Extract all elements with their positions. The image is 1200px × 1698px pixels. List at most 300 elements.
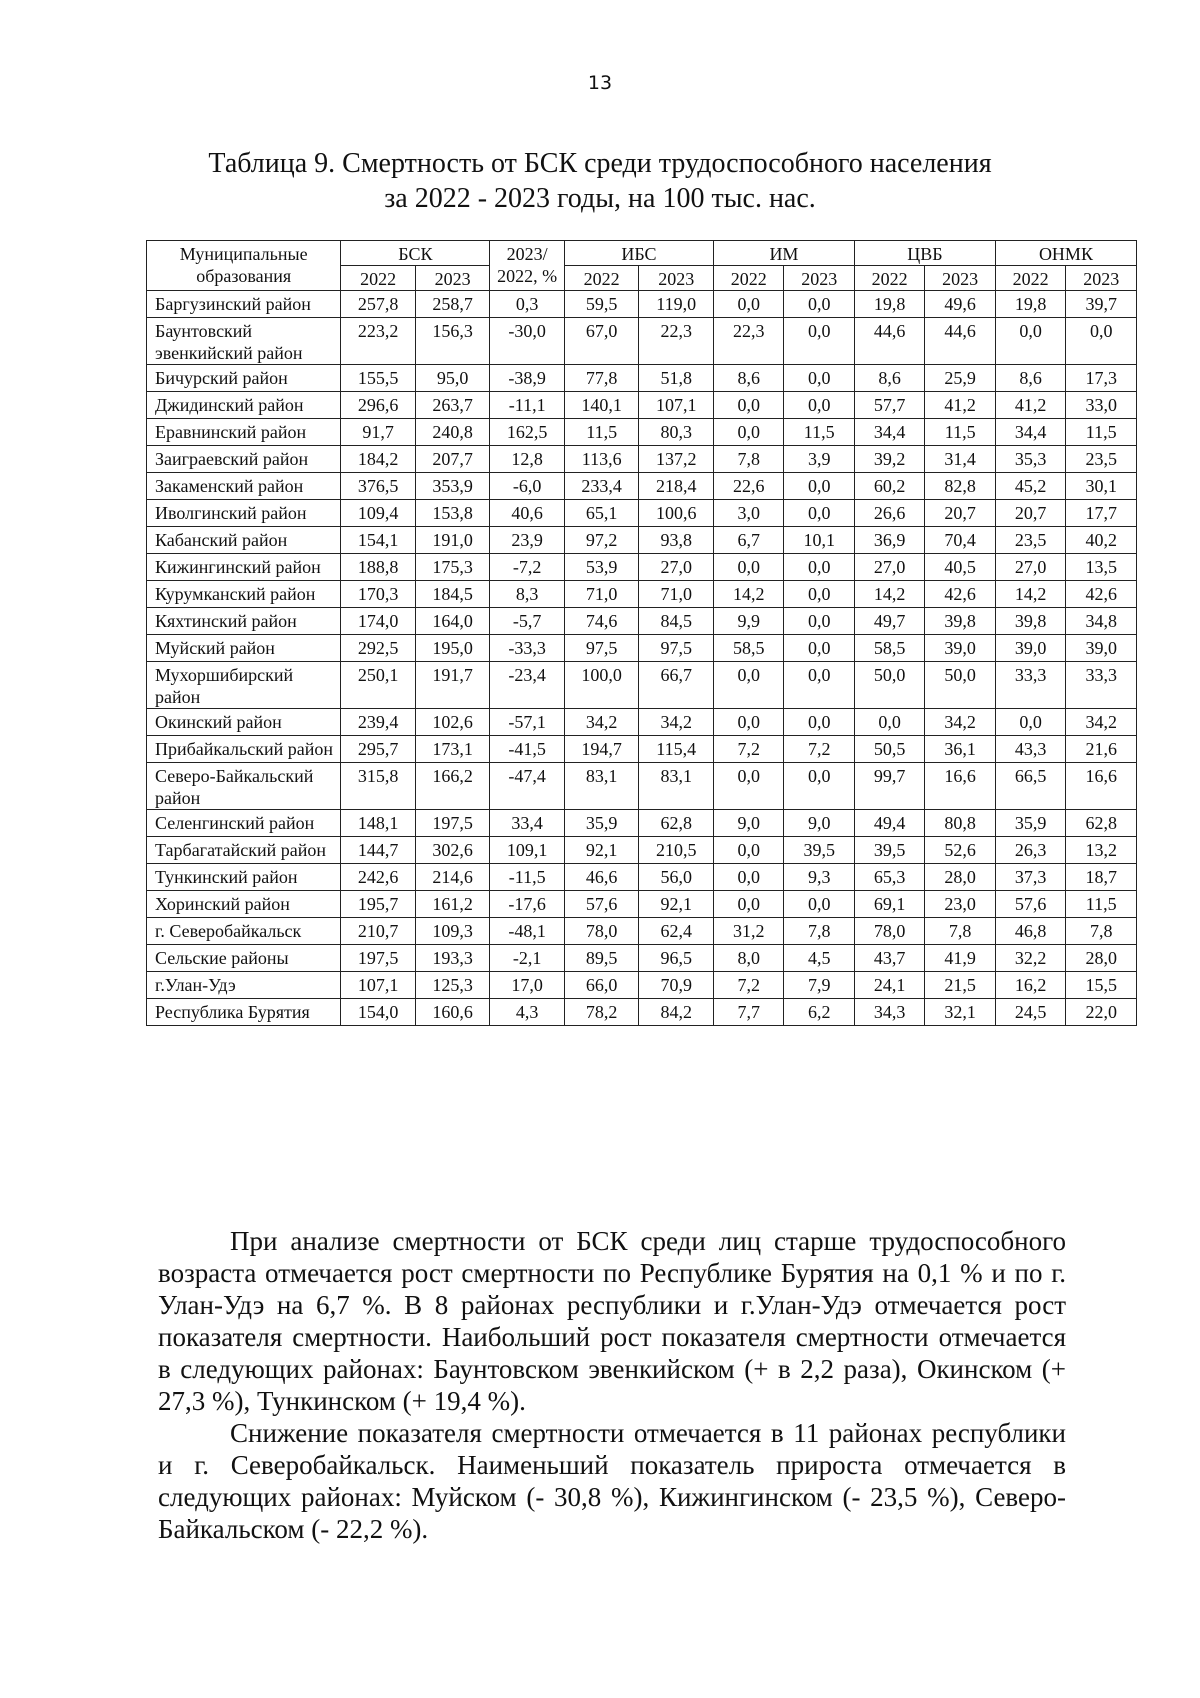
table-cell: 376,5	[341, 473, 416, 500]
table-cell: 39,2	[854, 446, 924, 473]
table-cell: 109,3	[415, 918, 490, 945]
header-year: 2023	[415, 266, 490, 291]
row-name-cell: Заиграевский район	[147, 446, 341, 473]
table-cell: 23,5	[1066, 446, 1137, 473]
table-cell: 49,7	[854, 608, 924, 635]
table-cell: 25,9	[925, 365, 995, 392]
table-cell: 52,6	[925, 837, 995, 864]
table-row	[147, 891, 1137, 918]
row-name-cell: Муйский район	[147, 635, 341, 662]
table-cell: 16,2	[995, 972, 1065, 999]
table-cell: 24,1	[854, 972, 924, 999]
table-cell: 11,5	[1066, 419, 1137, 446]
table-cell: 153,8	[415, 500, 490, 527]
table-row	[147, 635, 1137, 662]
table-cell: 21,6	[1066, 736, 1137, 763]
paragraph: Снижение показателя смертности отмечается в 11 районах республики и г. Северобайкальск. Наименьший показатель прироста отмечается в следующих районах: Муйском (- 30,8 %), Кижингинском (- 23,5 %), Северо-Байкальском (- 22,2 %).	[158, 1418, 1066, 1544]
table-cell: 170,3	[341, 581, 416, 608]
table-cell: 353,9	[415, 473, 490, 500]
table-cell: 43,3	[995, 736, 1065, 763]
table-cell: 100,6	[639, 500, 714, 527]
row-name-cell: Кяхтинский район	[147, 608, 341, 635]
table-cell: 7,7	[713, 999, 783, 1026]
table-cell: 0,0	[713, 891, 783, 918]
table-cell: 62,4	[639, 918, 714, 945]
table-header-row-groups	[147, 241, 1137, 266]
table-cell: -2,1	[490, 945, 565, 972]
table-cell: 0,0	[713, 291, 783, 318]
header-group-cvb: ЦВБ	[854, 241, 995, 266]
table-cell: 164,0	[415, 608, 490, 635]
table-row	[147, 999, 1137, 1026]
row-name-cell: Курумканский район	[147, 581, 341, 608]
table-cell: 34,8	[1066, 608, 1137, 635]
table-cell: 35,9	[564, 810, 639, 837]
table-cell: 91,7	[341, 419, 416, 446]
table-cell: 257,8	[341, 291, 416, 318]
table-cell: 31,4	[925, 446, 995, 473]
table-row	[147, 945, 1137, 972]
table-cell: 100,0	[564, 662, 639, 709]
table-cell: 0,3	[490, 291, 565, 318]
table-cell: -5,7	[490, 608, 565, 635]
table-cell: 193,3	[415, 945, 490, 972]
table-cell: 83,1	[564, 763, 639, 810]
table-cell: 59,5	[564, 291, 639, 318]
table-cell: 11,5	[564, 419, 639, 446]
row-name-cell: Еравнинский район	[147, 419, 341, 446]
table-cell: 258,7	[415, 291, 490, 318]
table-cell: -41,5	[490, 736, 565, 763]
table-cell: 302,6	[415, 837, 490, 864]
table-row	[147, 736, 1137, 763]
table-cell: 50,5	[854, 736, 924, 763]
table-cell: 109,1	[490, 837, 565, 864]
table-cell: 39,0	[995, 635, 1065, 662]
table-cell: 37,3	[995, 864, 1065, 891]
table-cell: 97,5	[564, 635, 639, 662]
table-cell: 41,2	[925, 392, 995, 419]
table-cell: 65,3	[854, 864, 924, 891]
table-cell: 173,1	[415, 736, 490, 763]
table-cell: 57,6	[564, 891, 639, 918]
table-cell: 27,0	[995, 554, 1065, 581]
table-cell: 9,3	[784, 864, 855, 891]
table-cell: 44,6	[854, 318, 924, 365]
table-row	[147, 392, 1137, 419]
table-cell: 39,5	[784, 837, 855, 864]
page-number: 13	[587, 72, 613, 94]
table-cell: 84,5	[639, 608, 714, 635]
table-cell: 39,0	[925, 635, 995, 662]
table-cell: 113,6	[564, 446, 639, 473]
header-year: 2023	[925, 266, 995, 291]
table-cell: 46,6	[564, 864, 639, 891]
row-name-cell: Закаменский район	[147, 473, 341, 500]
table-cell: 49,4	[854, 810, 924, 837]
table-cell: 34,3	[854, 999, 924, 1026]
table-cell: 0,0	[713, 419, 783, 446]
table-cell: 0,0	[713, 392, 783, 419]
table-cell: 78,0	[564, 918, 639, 945]
table-cell: 0,0	[995, 709, 1065, 736]
table-cell: 125,3	[415, 972, 490, 999]
table-cell: 23,0	[925, 891, 995, 918]
table-cell: 27,0	[854, 554, 924, 581]
table-cell: -23,4	[490, 662, 565, 709]
table-cell: 46,8	[995, 918, 1065, 945]
table-cell: 58,5	[713, 635, 783, 662]
table-row	[147, 864, 1137, 891]
table-cell: 160,6	[415, 999, 490, 1026]
table-cell: 0,0	[784, 662, 855, 709]
table-cell: -33,3	[490, 635, 565, 662]
table-cell: 28,0	[925, 864, 995, 891]
header-group-onmk: ОНМК	[995, 241, 1136, 266]
table-cell: 17,7	[1066, 500, 1137, 527]
table-cell: 39,7	[1066, 291, 1137, 318]
row-name-cell: Республика Бурятия	[147, 999, 341, 1026]
table-cell: 26,6	[854, 500, 924, 527]
row-name-cell: Тарбагатайский район	[147, 837, 341, 864]
table-cell: 184,2	[341, 446, 416, 473]
table-cell: -7,2	[490, 554, 565, 581]
table-cell: 35,3	[995, 446, 1065, 473]
table-cell: 70,4	[925, 527, 995, 554]
table-cell: 7,8	[1066, 918, 1137, 945]
row-name-cell: Селенгинский район	[147, 810, 341, 837]
table-cell: 34,4	[995, 419, 1065, 446]
table-cell: 33,0	[1066, 392, 1137, 419]
table-cell: 16,6	[1066, 763, 1137, 810]
table-cell: 20,7	[995, 500, 1065, 527]
table-cell: -11,5	[490, 864, 565, 891]
table-cell: 7,8	[784, 918, 855, 945]
table-cell: 23,5	[995, 527, 1065, 554]
table-cell: 60,2	[854, 473, 924, 500]
table-cell: 107,1	[341, 972, 416, 999]
table-cell: 137,2	[639, 446, 714, 473]
paragraph: При анализе смертности от БСК среди лиц старше трудоспособного возраста отмечается рост смертности по Республике Бурятия на 0,1 % и по г. Улан-Удэ на 6,7 %. В 8 районах республики и г.Улан-Удэ отмечается рост показателя смертности. Наибольший рост показателя смертности отмечается в следующих районах: Баунтовском эвенкийском (+ в 2,2 раза), Окинском (+ 27,3 %), Тункинском (+ 19,4 %).	[158, 1226, 1066, 1416]
table-cell: 14,2	[995, 581, 1065, 608]
table-cell: 0,0	[1066, 318, 1137, 365]
table-row	[147, 473, 1137, 500]
table-cell: 65,1	[564, 500, 639, 527]
table-cell: 197,5	[341, 945, 416, 972]
row-name-cell: Бичурский район	[147, 365, 341, 392]
table-cell: 210,7	[341, 918, 416, 945]
table-cell: 140,1	[564, 392, 639, 419]
table-cell: 32,1	[925, 999, 995, 1026]
table-cell: 35,9	[995, 810, 1065, 837]
table-cell: 62,8	[1066, 810, 1137, 837]
table-cell: 33,3	[995, 662, 1065, 709]
caption-line-2: за 2022 - 2023 годы, на 100 тыс. нас.	[384, 183, 816, 214]
table-cell: 69,1	[854, 891, 924, 918]
table-cell: 71,0	[639, 581, 714, 608]
table-cell: 34,4	[854, 419, 924, 446]
table-cell: 78,0	[854, 918, 924, 945]
table-cell: 315,8	[341, 763, 416, 810]
table-cell: 11,5	[784, 419, 855, 446]
table-cell: 7,8	[713, 446, 783, 473]
table-cell: 8,6	[854, 365, 924, 392]
table-cell: 18,7	[1066, 864, 1137, 891]
table-cell: 13,2	[1066, 837, 1137, 864]
table-cell: 0,0	[784, 763, 855, 810]
table-cell: 36,9	[854, 527, 924, 554]
table-cell: 0,0	[713, 763, 783, 810]
table-row	[147, 419, 1137, 446]
table-cell: 8,6	[995, 365, 1065, 392]
table-cell: 77,8	[564, 365, 639, 392]
table-cell: 218,4	[639, 473, 714, 500]
header-year: 2022	[995, 266, 1065, 291]
table-cell: 41,9	[925, 945, 995, 972]
table-row	[147, 527, 1137, 554]
header-year: 2022	[564, 266, 639, 291]
table-cell: 161,2	[415, 891, 490, 918]
table-cell: 34,2	[1066, 709, 1137, 736]
caption-line-1: Таблица 9. Смертность от БСК среди трудоспособного населения	[208, 148, 992, 179]
table-cell: -48,1	[490, 918, 565, 945]
table-cell: 34,2	[639, 709, 714, 736]
table-cell: 19,8	[854, 291, 924, 318]
table-cell: 0,0	[854, 709, 924, 736]
row-name-cell: Баунтовский эвенкийский район	[147, 318, 341, 365]
row-name-cell: Кижингинский район	[147, 554, 341, 581]
table-row	[147, 500, 1137, 527]
row-name-cell: Сельские районы	[147, 945, 341, 972]
table-cell: 80,3	[639, 419, 714, 446]
table-cell: 109,4	[341, 500, 416, 527]
table-caption	[0, 146, 1200, 216]
table-cell: 33,4	[490, 810, 565, 837]
table-cell: 56,0	[639, 864, 714, 891]
table-row	[147, 365, 1137, 392]
table-cell: 207,7	[415, 446, 490, 473]
table-cell: 0,0	[784, 365, 855, 392]
table-cell: 175,3	[415, 554, 490, 581]
table-cell: 3,0	[713, 500, 783, 527]
table-cell: 191,0	[415, 527, 490, 554]
table-cell: 0,0	[784, 608, 855, 635]
table-row	[147, 763, 1137, 810]
table-cell: 43,7	[854, 945, 924, 972]
table-cell: 71,0	[564, 581, 639, 608]
row-name-cell: Мухоршибирский район	[147, 662, 341, 709]
table-cell: 0,0	[784, 318, 855, 365]
table-cell: 0,0	[713, 554, 783, 581]
table-cell: -6,0	[490, 473, 565, 500]
table-cell: 210,5	[639, 837, 714, 864]
table-cell: 156,3	[415, 318, 490, 365]
table-cell: 22,3	[639, 318, 714, 365]
header-year: 2022	[341, 266, 416, 291]
table-cell: 242,6	[341, 864, 416, 891]
table-cell: 31,2	[713, 918, 783, 945]
table-cell: 24,5	[995, 999, 1065, 1026]
table-row	[147, 291, 1137, 318]
table-cell: 20,7	[925, 500, 995, 527]
table-cell: 296,6	[341, 392, 416, 419]
table-cell: 40,2	[1066, 527, 1137, 554]
table-cell: 0,0	[713, 864, 783, 891]
table-cell: 11,5	[925, 419, 995, 446]
table-cell: 191,7	[415, 662, 490, 709]
table-row	[147, 837, 1137, 864]
row-name-cell: Кабанский район	[147, 527, 341, 554]
table-cell: 74,6	[564, 608, 639, 635]
table-cell: 89,5	[564, 945, 639, 972]
table-cell: 36,1	[925, 736, 995, 763]
table-cell: 4,3	[490, 999, 565, 1026]
table-cell: -38,9	[490, 365, 565, 392]
table-row	[147, 810, 1137, 837]
table-cell: 7,2	[784, 736, 855, 763]
table-cell: 214,6	[415, 864, 490, 891]
table-cell: 223,2	[341, 318, 416, 365]
table-cell: 119,0	[639, 291, 714, 318]
table-cell: 19,8	[995, 291, 1065, 318]
table-row	[147, 446, 1137, 473]
table-cell: 7,9	[784, 972, 855, 999]
table-cell: 9,0	[784, 810, 855, 837]
table-cell: 162,5	[490, 419, 565, 446]
table-cell: 13,5	[1066, 554, 1137, 581]
table-row	[147, 918, 1137, 945]
table-cell: 34,2	[925, 709, 995, 736]
table-cell: 148,1	[341, 810, 416, 837]
table-cell: 40,5	[925, 554, 995, 581]
table-cell: 0,0	[784, 554, 855, 581]
table-cell: 115,4	[639, 736, 714, 763]
table-cell: -47,4	[490, 763, 565, 810]
table-cell: 263,7	[415, 392, 490, 419]
table-cell: 82,8	[925, 473, 995, 500]
table-cell: 8,6	[713, 365, 783, 392]
table-cell: 50,0	[854, 662, 924, 709]
table-cell: 295,7	[341, 736, 416, 763]
table-row	[147, 581, 1137, 608]
row-name-cell: Прибайкальский район	[147, 736, 341, 763]
table-cell: 8,3	[490, 581, 565, 608]
table-cell: 22,3	[713, 318, 783, 365]
header-entity: Муниципальные образования	[147, 241, 341, 291]
table-cell: 45,2	[995, 473, 1065, 500]
table-cell: 84,2	[639, 999, 714, 1026]
table-cell: 39,8	[925, 608, 995, 635]
table-cell: -57,1	[490, 709, 565, 736]
table-cell: 102,6	[415, 709, 490, 736]
table-cell: 7,2	[713, 736, 783, 763]
table-cell: 0,0	[784, 635, 855, 662]
table-cell: 66,0	[564, 972, 639, 999]
row-name-cell: Окинский район	[147, 709, 341, 736]
table-cell: 92,1	[564, 837, 639, 864]
row-name-cell: Баргузинский район	[147, 291, 341, 318]
table-cell: 15,5	[1066, 972, 1137, 999]
table-cell: 92,1	[639, 891, 714, 918]
table-cell: 30,1	[1066, 473, 1137, 500]
table-cell: 70,9	[639, 972, 714, 999]
table-cell: 97,2	[564, 527, 639, 554]
row-name-cell: г. Северобайкальск	[147, 918, 341, 945]
table-cell: 0,0	[784, 473, 855, 500]
table-cell: 0,0	[784, 709, 855, 736]
table-cell: 58,5	[854, 635, 924, 662]
table-cell: 12,8	[490, 446, 565, 473]
header-group-im: ИМ	[713, 241, 854, 266]
table-cell: 250,1	[341, 662, 416, 709]
table-cell: 44,6	[925, 318, 995, 365]
table-cell: 57,6	[995, 891, 1065, 918]
table-cell: 6,7	[713, 527, 783, 554]
table-cell: 3,9	[784, 446, 855, 473]
table-cell: 26,3	[995, 837, 1065, 864]
table-cell: 40,6	[490, 500, 565, 527]
table-cell: 188,8	[341, 554, 416, 581]
table-cell: 80,8	[925, 810, 995, 837]
table-cell: 66,7	[639, 662, 714, 709]
table-cell: 53,9	[564, 554, 639, 581]
header-year: 2023	[639, 266, 714, 291]
row-name-cell: Иволгинский район	[147, 500, 341, 527]
table-cell: 39,0	[1066, 635, 1137, 662]
table-cell: 0,0	[784, 392, 855, 419]
table-cell: 7,8	[925, 918, 995, 945]
header-group-ibs: ИБС	[564, 241, 713, 266]
table-cell: 10,1	[784, 527, 855, 554]
table-cell: 95,0	[415, 365, 490, 392]
table-cell: 42,6	[925, 581, 995, 608]
table-cell: 155,5	[341, 365, 416, 392]
table-cell: 0,0	[784, 500, 855, 527]
table-cell: 233,4	[564, 473, 639, 500]
table-cell: 17,3	[1066, 365, 1137, 392]
header-group-bsk: БСК	[341, 241, 490, 266]
table-cell: 14,2	[854, 581, 924, 608]
table-cell: 39,8	[995, 608, 1065, 635]
table-cell: 41,2	[995, 392, 1065, 419]
header-year: 2022	[854, 266, 924, 291]
table-row	[147, 318, 1137, 365]
table-cell: -17,6	[490, 891, 565, 918]
row-name-cell: Хоринский район	[147, 891, 341, 918]
table-cell: 21,5	[925, 972, 995, 999]
table-cell: 0,0	[784, 291, 855, 318]
table-cell: 28,0	[1066, 945, 1137, 972]
table-cell: 0,0	[784, 581, 855, 608]
table-cell: 0,0	[784, 891, 855, 918]
table-cell: 33,3	[1066, 662, 1137, 709]
table-cell: 197,5	[415, 810, 490, 837]
table-cell: 0,0	[713, 837, 783, 864]
table-row	[147, 554, 1137, 581]
table-cell: 22,0	[1066, 999, 1137, 1026]
table-cell: 9,9	[713, 608, 783, 635]
table-cell: 34,2	[564, 709, 639, 736]
table-row	[147, 972, 1137, 999]
table-cell: 39,5	[854, 837, 924, 864]
table-cell: 4,5	[784, 945, 855, 972]
table-cell: 195,0	[415, 635, 490, 662]
table-cell: 8,0	[713, 945, 783, 972]
table-cell: 0,0	[713, 709, 783, 736]
table-cell: 99,7	[854, 763, 924, 810]
table-cell: 93,8	[639, 527, 714, 554]
table-cell: -11,1	[490, 392, 565, 419]
